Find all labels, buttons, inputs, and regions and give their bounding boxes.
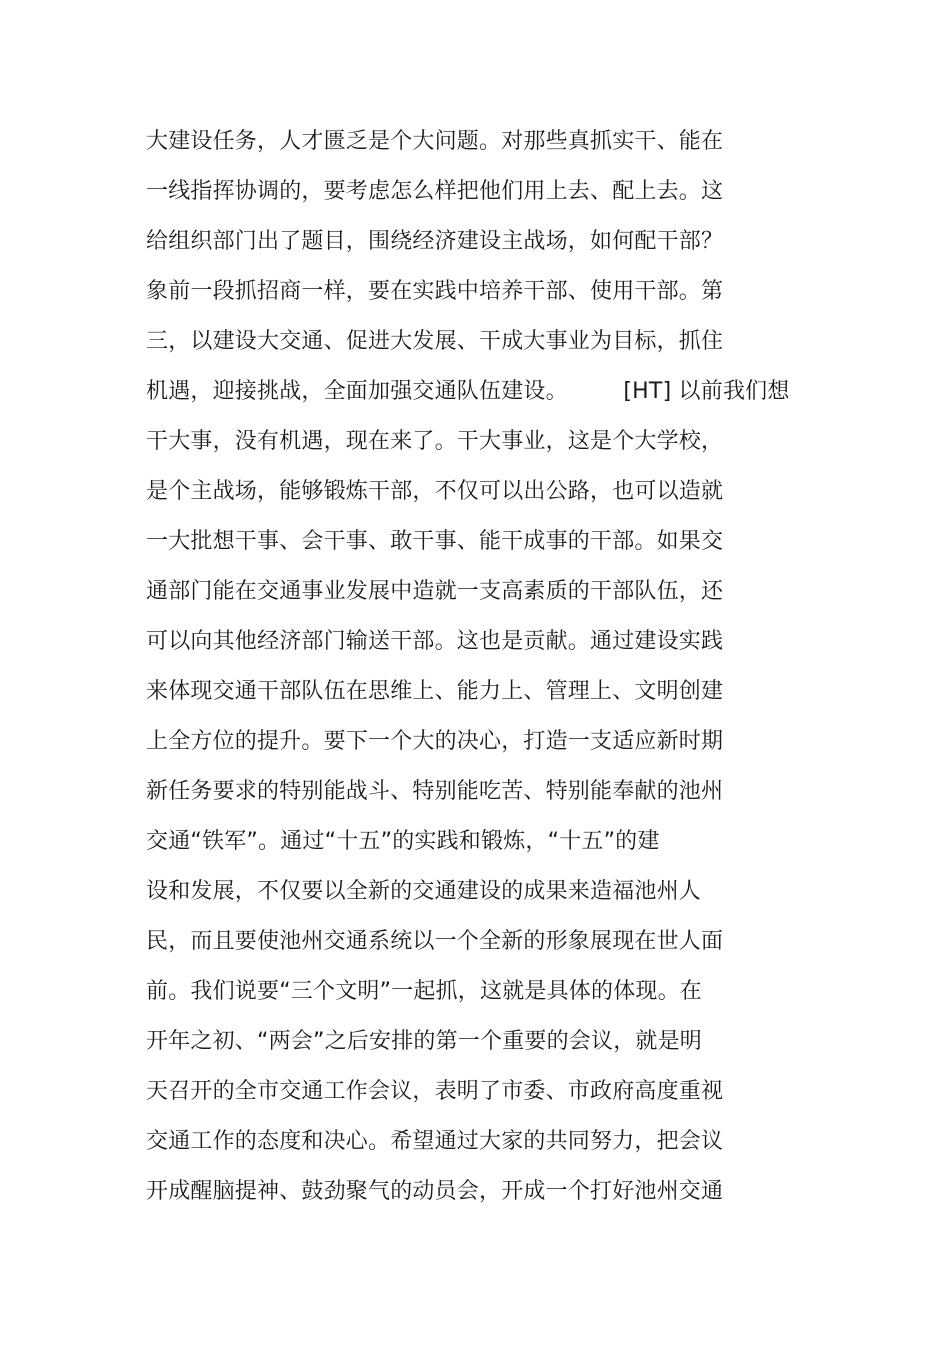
text-line: 前。我们说要“三个文明”一起抓，这就是具体的体现。在 bbox=[146, 979, 702, 1004]
text-line: 大建设任务，人才匮乏是个大问题。对那些真抓实干、能在 bbox=[146, 129, 724, 154]
text-line: 一大批想干事、会干事、敢干事、能干成事的干部。如果交 bbox=[146, 529, 724, 554]
text-line: 交通“铁军”。通过“十五”的实践和锻炼，“十五”的建 bbox=[146, 829, 660, 854]
text-line: 象前一段抓招商一样，要在实践中培养干部、使用干部。第 bbox=[146, 279, 724, 304]
text-line: 一线指挥协调的，要考虑怎么样把他们用上去、配上去。这 bbox=[146, 179, 724, 204]
text-line: 天召开的全市交通工作会议，表明了市委、市政府高度重视 bbox=[146, 1079, 724, 1104]
text-line: 通部门能在交通事业发展中造就一支高素质的干部队伍，还 bbox=[146, 579, 724, 604]
text-line: 是个主战场，能够锻炼干部，不仅可以出公路，也可以造就 bbox=[146, 479, 724, 504]
body-text bbox=[146, 122, 846, 1222]
text-line: 上全方位的提升。要下一个大的决心，打造一支适应新时期 bbox=[146, 729, 724, 754]
text-line: 可以向其他经济部门输送干部。这也是贡献。通过建设实践 bbox=[146, 629, 724, 654]
text-line: 民，而且要使池州交通系统以一个全新的形象展现在世人面 bbox=[146, 929, 724, 954]
text-line: 干大事，没有机遇，现在来了。干大事业，这是个大学校， bbox=[146, 429, 724, 454]
text-line: 开年之初、“两会”之后安排的第一个重要的会议，就是明 bbox=[146, 1029, 702, 1054]
text-line: 交通工作的态度和决心。希望通过大家的共同努力，把会议 bbox=[146, 1129, 724, 1154]
text-line: 新任务要求的特别能战斗、特别能吃苦、特别能奉献的池州 bbox=[146, 779, 724, 804]
text-line: 三，以建设大交通、促进大发展、干成大事业为目标，抓住 bbox=[146, 329, 724, 354]
text-line: 给组织部门出了题目，围绕经济建设主战场，如何配干部？ bbox=[146, 229, 724, 254]
text-line: 开成醒脑提神、鼓劲聚气的动员会，开成一个打好池州交通 bbox=[146, 1179, 724, 1204]
text-line: 机遇，迎接挑战，全面加强交通队伍建设。 [HT] 以前我们想 bbox=[146, 379, 790, 404]
text-line: 设和发展，不仅要以全新的交通建设的成果来造福池州人 bbox=[146, 879, 702, 904]
text-line: 来体现交通干部队伍在思维上、能力上、管理上、文明创建 bbox=[146, 679, 724, 704]
